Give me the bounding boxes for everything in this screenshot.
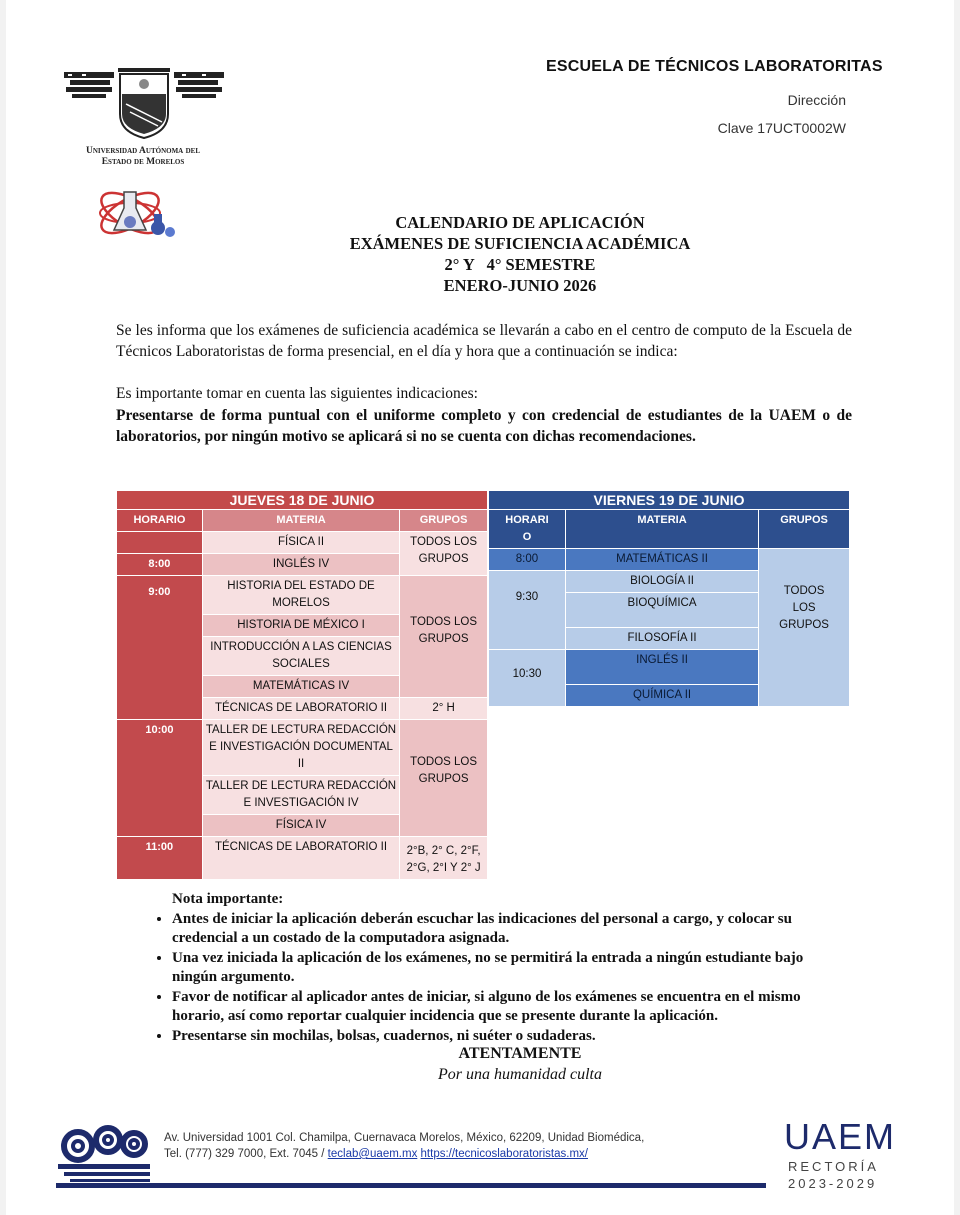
friday-col-groups: GRUPOS [759, 510, 850, 549]
friday-col-time: HORARIO [489, 510, 566, 549]
university-name-line2: Estado de Morelos [101, 157, 185, 167]
website-link[interactable]: https://tecnicoslaboratoristas.mx/ [420, 1148, 588, 1160]
intro-paragraph: Se les informa que los exámenes de suficiencia académica se llevarán a cabo en el centro de computo de la Escuela de Técnicos Laboratoristas de forma presencial, en el día y hora que a continuación se indica: [116, 322, 852, 360]
friday-time: 8:00 [489, 549, 566, 571]
thursday-groups: TODOS LOS GRUPOS [400, 576, 488, 698]
closing-regards: ATENTAMENTE [458, 1045, 582, 1062]
friday-schedule-table [488, 490, 850, 707]
friday-col-subject: MATERIA [565, 510, 758, 549]
university-logo [62, 64, 226, 140]
thursday-time-blank [117, 532, 203, 554]
thursday-col-groups: GRUPOS [400, 510, 488, 532]
thursday-schedule-table [116, 490, 488, 880]
notes-title: Nota importante: [172, 891, 284, 907]
title-line4: ENERO-JUNIO 2026 [443, 276, 597, 295]
address-line: Av. Universidad 1001 Col. Chamilpa, Cuernavaca Morelos, México, 62209, Unidad Biomédica, [164, 1132, 645, 1144]
note-item: • Una vez iniciada la aplicación de los exámenes, no se permitirá la entrada a ningún estudiante bajo ningún argumento. [172, 949, 846, 988]
thursday-subject: HISTORIA DE MÉXICO I [202, 615, 399, 637]
school-name: ESCUELA DE TÉCNICOS LABORATORITAS [546, 58, 883, 75]
closing-motto: Por una humanidad culta [438, 1066, 602, 1083]
thursday-day-header: JUEVES 18 DE JUNIO [117, 491, 488, 510]
university-name-line1: Universidad Autónoma del [85, 146, 200, 156]
thursday-time: 11:00 [117, 837, 203, 880]
title-line1: CALENDARIO DE APLICACIÓN [395, 213, 645, 232]
thursday-subject: TALLER DE LECTURA REDACCIÓN E INVESTIGACIÓN DOCUMENTAL II [202, 720, 399, 776]
rectoria-label [788, 1158, 879, 1192]
note-item: • Presentarse sin mochilas, bolsas, cuadernos, ni suéter o sudaderas. [172, 1027, 846, 1047]
thursday-subject: INGLÉS IV [202, 554, 399, 576]
friday-time: 9:30 [489, 571, 566, 650]
thursday-time: 8:00 [117, 554, 203, 576]
email-link[interactable]: teclab@uaem.mx [327, 1148, 418, 1160]
thursday-time: 9:00 [117, 576, 203, 720]
document-title [0, 212, 960, 296]
friday-groups: TODOS LOS GRUPOS [759, 549, 850, 707]
friday-subject: MATEMÁTICAS II [565, 549, 758, 571]
thursday-groups: TODOS LOS GRUPOS [400, 532, 488, 576]
thursday-groups: TODOS LOS GRUPOS [400, 720, 488, 837]
thursday-subject: HISTORIA DEL ESTADO DE MORELOS [202, 576, 399, 615]
friday-day-header: VIERNES 19 DE JUNIO [489, 491, 850, 510]
thursday-subject: TÉCNICAS DE LABORATORIO II [202, 698, 399, 720]
note-item: • Antes de iniciar la aplicación deberán escuchar las indicaciones del personal a cargo, y colocar su credencial a un costado de la computadora asignada. [172, 910, 846, 949]
thursday-subject: TALLER DE LECTURA REDACCIÓN E INVESTIGACIÓN IV [202, 776, 399, 815]
title-line2: EXÁMENES DE SUFICIENCIA ACADÉMICA [349, 234, 691, 253]
thursday-subject: MATEMÁTICAS IV [202, 676, 399, 698]
rectoria-text: RECTORÍA [788, 1159, 879, 1174]
thursday-subject: INTRODUCCIÓN A LAS CIENCIAS SOCIALES [202, 637, 399, 676]
uaem-brand: UAEM [784, 1116, 897, 1157]
intro-requirements: Presentarse de forma puntual con el uniforme completo y con credencial de estudiantes de la UAEM o de laboratorios, por ningún motivo se aplicará si no se cuenta con dichas recomendaciones. [116, 407, 852, 445]
phone-text: Tel. (777) 329 7000, Ext. 7045 / [164, 1148, 325, 1160]
friday-subject: INGLÉS II [565, 650, 758, 685]
department: Dirección [787, 92, 846, 108]
thursday-groups: 2°B, 2° C, 2°F, 2°G, 2°I Y 2° J [400, 837, 488, 880]
friday-time: 10:30 [489, 650, 566, 707]
friday-subject: BIOLOGÍA II [565, 571, 758, 593]
thursday-groups: 2° H [400, 698, 488, 720]
thursday-col-subject: MATERIA [202, 510, 399, 532]
footer-address [164, 1130, 644, 1162]
intro-instructions: Es importante tomar en cuenta las siguientes indicaciones: [116, 385, 478, 402]
thursday-subject: FÍSICA II [202, 532, 399, 554]
important-notes [146, 890, 846, 1046]
contact-line [164, 1146, 644, 1162]
notes-list [146, 910, 846, 1047]
university-name [58, 146, 228, 168]
school-key: Clave 17UCT0002W [717, 120, 846, 136]
footer-divider [56, 1183, 766, 1188]
thursday-subject: FÍSICA IV [202, 815, 399, 837]
footer-ornament-logo [54, 1120, 154, 1186]
thursday-time: 10:00 [117, 720, 203, 837]
thursday-col-time: HORARIO [117, 510, 203, 532]
friday-subject: BIOQUÍMICA [565, 593, 758, 628]
note-item: • Favor de notificar al aplicador antes de iniciar, si alguno de los exámenes se encuentra en el mismo horario, así como reportar cualquier incidencia que se presente durante la aplicación. [172, 988, 846, 1027]
friday-subject: FILOSOFÍA II [565, 628, 758, 650]
rectoria-period: 2023-2029 [788, 1176, 878, 1191]
friday-subject: QUÍMICA II [565, 685, 758, 707]
title-line3: 2° Y 4° SEMESTRE [444, 255, 596, 274]
thursday-subject: TÉCNICAS DE LABORATORIO II [202, 837, 399, 880]
